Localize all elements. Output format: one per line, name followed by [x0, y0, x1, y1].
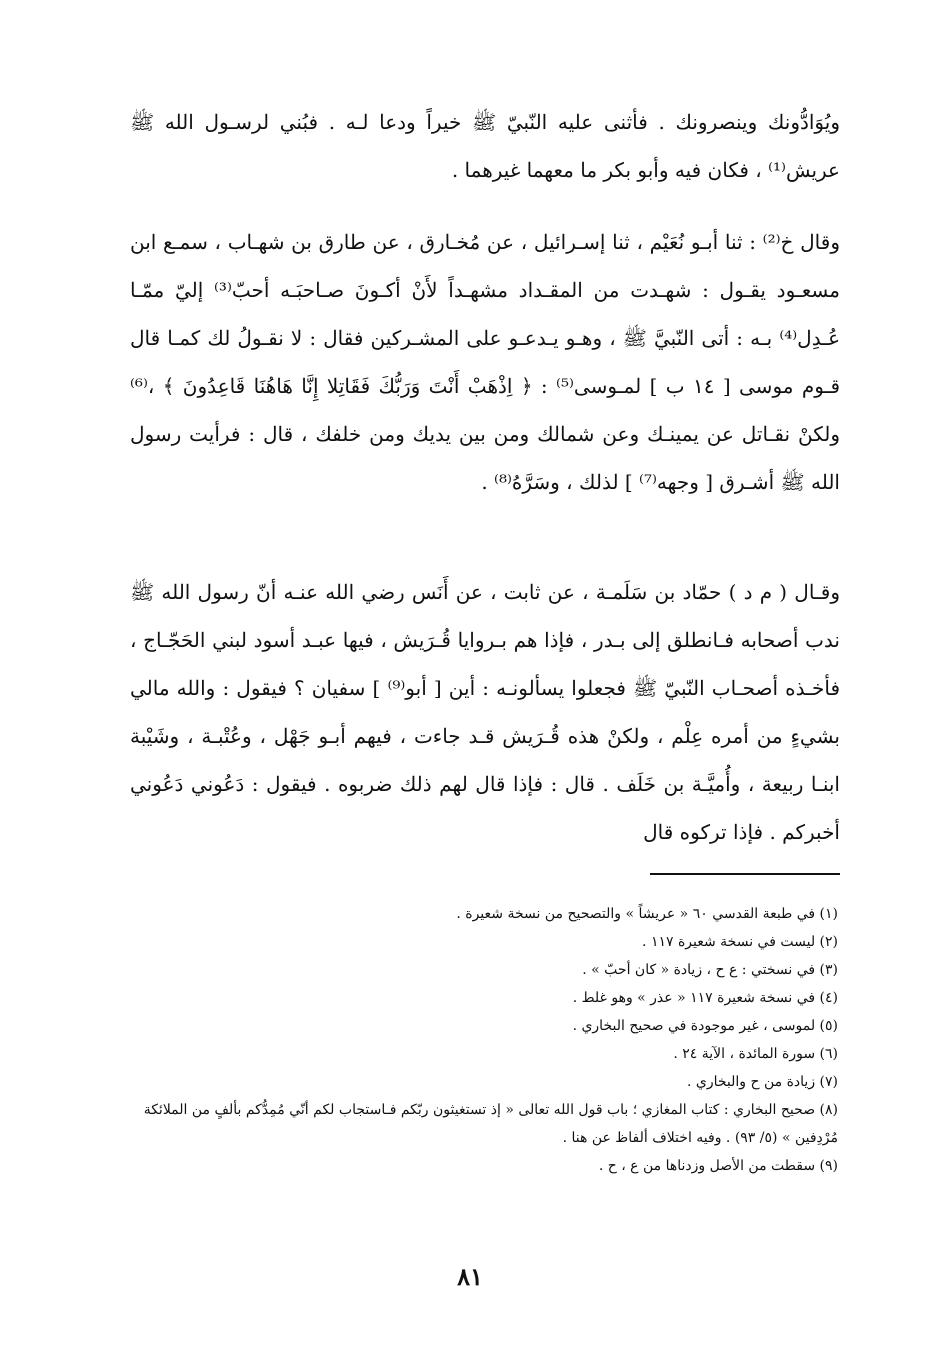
paragraph-2: وقال خ⁽²⁾ : ثنا أبـو نُعَيْم ، ثنا إسـرائيل ، عن مُخـارق ، عن طارق بن شهـاب ، سمـع ابن مسعـود يقـول : شهـدت من المقـداد مشهـداً لأَنْ أكـونَ صـاحبَـه أحبّ⁽³⁾ إليّ ممّـا عُـدِل⁽⁴⁾ بـه : أتى النّبيَّ ﷺ ، وهـو يـدعـو على المشـركين فقال : لا نقـولُ لك كمـا قال قـوم موسى [ ١٤ ب ] لمـوسى⁽⁵⁾ : ﴿ اِذْهَبْ أَنْتَ وَرَبُّكَ فَقَاتِلا إِنَّا هَاهُنَا قَاعِدُونَ ﴾ ،⁽⁶⁾ ولكنْ نقـاتل عن يمينـك وعن شمالك ومن بين يديك ومن خلفك ، قال : فرأيت رسول الله ﷺ أشـرق [ وجهه⁽⁷⁾ ] لذلك ، وسَرَّهُ⁽⁸⁾ . — [130, 230, 841, 494]
footnote-7: (٧) زيادة من ح والبخاري . — [686, 1074, 838, 1090]
footnote-9: (٩) سقطت من الأصل وزدناها من ع ، ح . — [598, 1158, 838, 1174]
footnote-4: (٤) في نسخة شعيرة ١١٧ « عذر » وهو غلط . — [572, 990, 838, 1006]
footnote-2: (٢) ليست في نسخة شعيرة ١١٧ . — [642, 934, 838, 950]
page-number: ٨١ — [457, 1262, 483, 1291]
footnotes-list — [130, 900, 838, 1180]
footnote-5: (٥) لموسى ، غير موجودة في صحيح البخاري . — [572, 1018, 838, 1034]
footnote-3: (٣) في نسختي : ع ح ، زيادة « كان أحبّ » . — [582, 962, 838, 978]
footnote-separator — [650, 873, 840, 875]
paragraph-3: وقـال ( م د ) حمّاد بن سَلَمـة ، عن ثابت ، عن أَنَس رضي الله عنـه أنّ رسول الله ﷺ ندب أصحابه فـانطلق إلى بـدر ، فإذا هم بـروايا قُـرَيش ، فيها عبـد أسود لبني الحَجّـاج ، فأخـذه أصحـاب النّبيّ ﷺ فجعلوا يسألونـه : أين [ أبو⁽⁹⁾ ] سفيان ؟ فيقول : والله مالي بشيءٍ من أمره عِلْم ، ولكنْ هذه قُـرَيش قـد جاءت ، فيهم أبـو جَهْل ، وعُتْبـة ، وشَيْبة ابنـا ربيعة ، وأُميَّـة بن خَلَف . قال : فإذا قال لهم ذلك ضربوه . فيقول : دَعُوني دَعُوني أخبركم . فإذا تركوه قال — [130, 580, 841, 844]
footnote-6: (٦) سورة المائدة ، الآية ٢٤ . — [673, 1046, 838, 1062]
footnote-1: (١) في طبعة القدسي ٦٠ « عريشاً » والتصحيح من نسخة شعيرة . — [456, 906, 838, 922]
paragraph-1: ويُوَادُّونك وينصرونك . فأثنى عليه النّبيّ ﷺ خيراً ودعا لـه . فبُني لرسـول الله ﷺ عريش⁽¹⁾ ، فكان فيه وأبو بكر ما معهما غيرهما . — [130, 110, 840, 182]
footnote-8: (٨) صحيح البخاري : كتاب المغازي ؛ باب قول الله تعالى « إذ تستغيثون ربّكم فـاستجاب لكم أنّي مُمِدُّكم بألفٍ من الملائكة مُرْدِفين » (٥/ ٩٣) . وفيه اختلاف ألفاظ عن هنا . — [143, 1102, 838, 1146]
